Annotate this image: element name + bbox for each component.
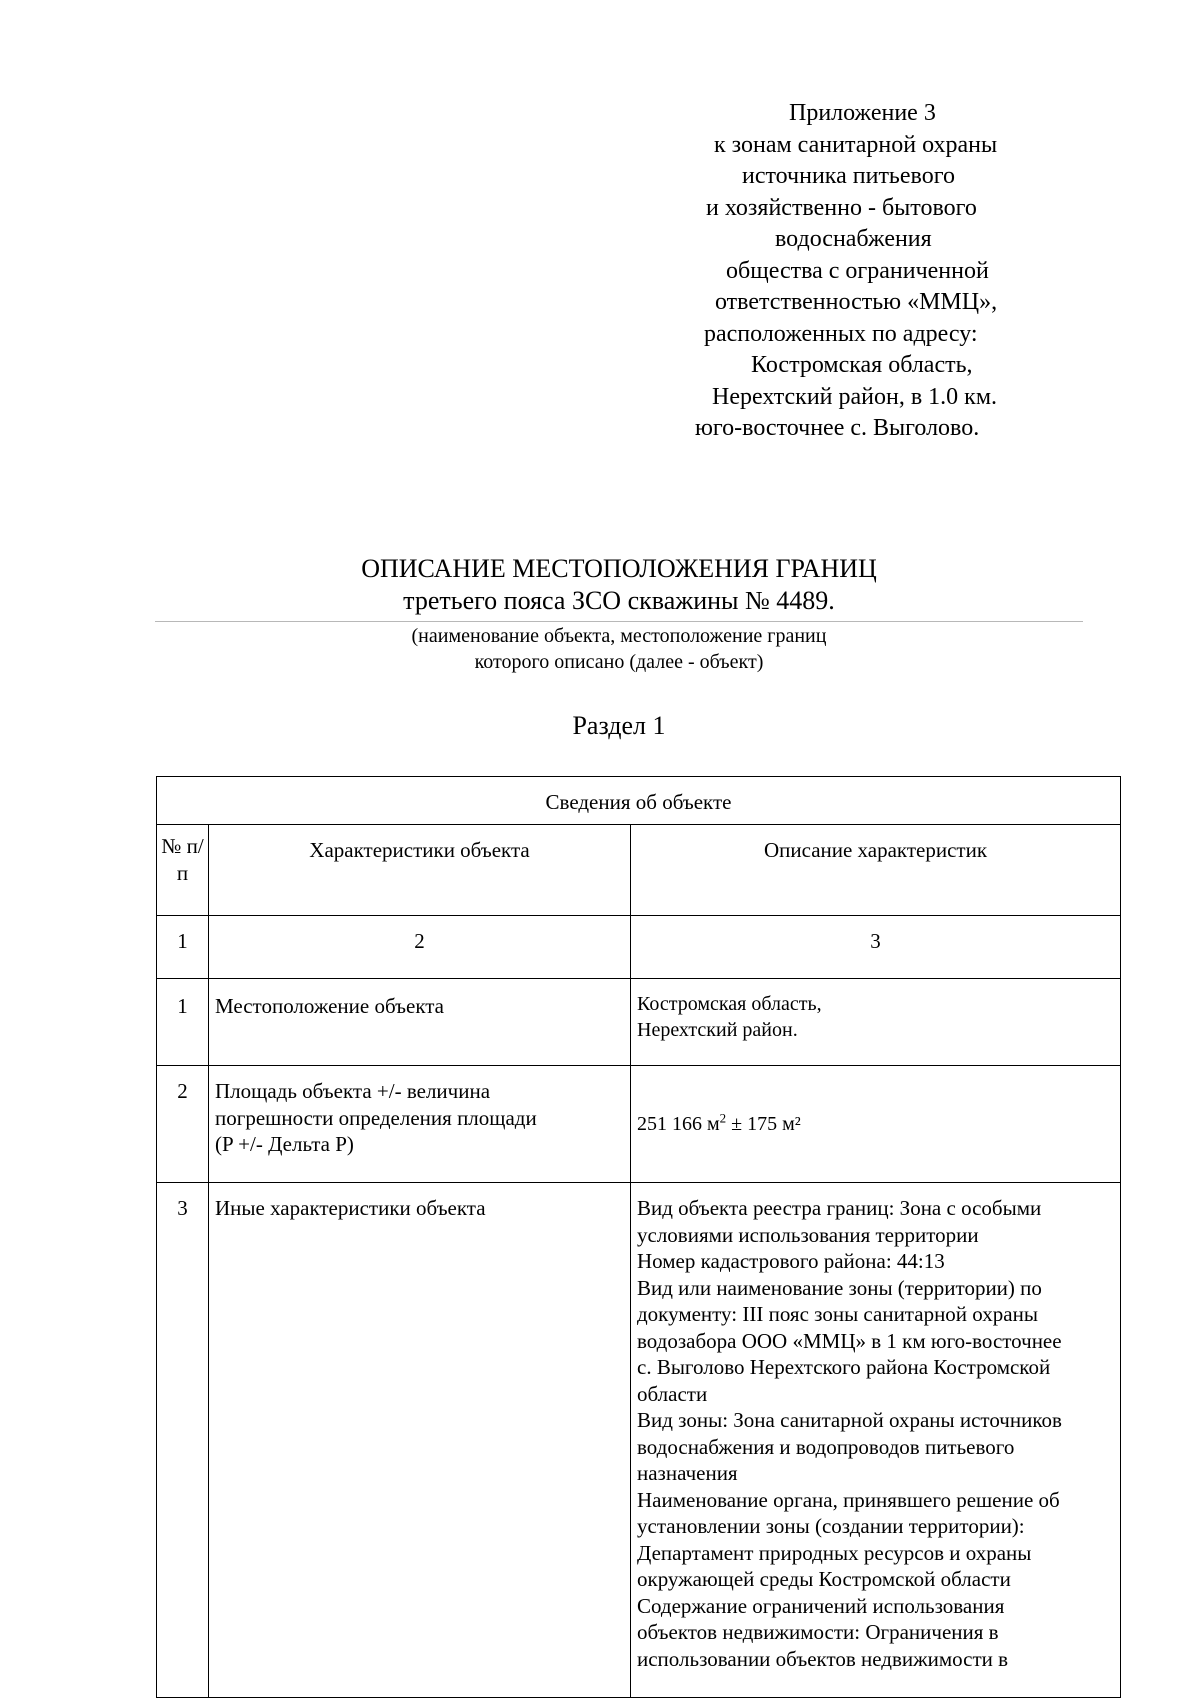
caption-line: которого описано (далее - объект): [474, 651, 764, 673]
appendix-line: общества с ограниченной: [726, 257, 989, 284]
description-line: Содержание ограничений использования: [637, 1593, 1005, 1618]
column-header-characteristic: Характеристики объекта: [209, 825, 631, 916]
row-description: [631, 979, 1121, 1066]
description-line: Номер кадастрового района: 44:13: [637, 1249, 945, 1273]
appendix-line: юго-восточнее с. Выголово.: [695, 415, 980, 441]
document-subtitle-line: третьего пояса ЗСО скважины № 4489.: [403, 586, 835, 615]
column-number: 3: [631, 916, 1121, 979]
description-line: водозабора ООО «ММЦ» в 1 км юго-восточнее: [637, 1328, 1062, 1353]
appendix-line: и хозяйственно - бытового: [706, 194, 977, 221]
description-line: окружающей среды Костромской области: [637, 1567, 1011, 1591]
table-row: [157, 1183, 1121, 1698]
table-heading: Сведения об объекте: [157, 777, 1121, 825]
row-number: 1: [157, 979, 209, 1066]
description-line: документу: III пояс зоны санитарной охраны: [637, 1302, 1038, 1326]
column-header-description: Описание характеристик: [631, 825, 1121, 916]
column-number: 1: [157, 916, 209, 979]
document-title-line: ОПИСАНИЕ МЕСТОПОЛОЖЕНИЯ ГРАНИЦ: [361, 554, 877, 583]
description-line: Костромская область,: [637, 993, 822, 1015]
document-title: [155, 553, 1083, 617]
characteristic-line: (P +/- Дельта P): [215, 1132, 354, 1156]
description-line: установлении зоны (создании территории):: [637, 1514, 1025, 1538]
description-line: области: [637, 1381, 708, 1406]
description-line: Вид объекта реестра границ: Зона с особыми: [637, 1196, 1042, 1220]
appendix-line: к зонам санитарной охраны: [714, 131, 998, 158]
area-error: ± 175 м²: [726, 1113, 801, 1135]
description-line: водоснабжения и водопроводов питьевого: [637, 1434, 1015, 1459]
description-line: использовании объектов недвижимости в: [637, 1646, 1009, 1671]
description-line: Наименование органа, принявшего решение об: [637, 1487, 1060, 1512]
description-line: Вид зоны: Зона санитарной охраны источников: [637, 1408, 1062, 1432]
row-characteristic: Иные характеристики объекта: [209, 1183, 631, 1698]
description-line: Департамент природных ресурсов и охраны: [637, 1540, 1032, 1565]
object-info-table: [156, 776, 1121, 1698]
appendix-line: Костромская область,: [751, 352, 973, 378]
description-line: с. Выголово Нерехтского района Костромской: [637, 1355, 1051, 1379]
description-line: назначения: [637, 1461, 738, 1485]
appendix-line: Приложение 3: [789, 100, 936, 126]
description-line: Нерехтский район.: [637, 1019, 798, 1041]
row-characteristic: [209, 1066, 631, 1183]
appendix-line: источника питьевого: [742, 163, 955, 189]
title-underline: [155, 621, 1083, 622]
characteristic-line: Площадь объекта +/- величина: [215, 1079, 491, 1103]
appendix-line: Нерехтский район, в 1.0 км.: [712, 383, 998, 410]
description-line: объектов недвижимости: Ограничения в: [637, 1620, 999, 1644]
row-description: [631, 1183, 1121, 1698]
area-value: 251 166 м: [637, 1113, 720, 1135]
column-number: 2: [209, 916, 631, 979]
section-heading: Раздел 1: [572, 711, 666, 740]
row-number: 3: [157, 1183, 209, 1698]
column-header-number: № п/п: [157, 825, 209, 916]
table-number-row: [157, 916, 1121, 979]
appendix-line: ответственностью «ММЦ»,: [715, 289, 998, 315]
row-characteristic: Местоположение объекта: [209, 979, 631, 1066]
row-number: 2: [157, 1066, 209, 1183]
title-caption: [155, 623, 1083, 675]
appendix-block: [690, 98, 1090, 445]
appendix-line: водоснабжения: [775, 226, 932, 252]
description-line: условиями использования территории: [637, 1222, 979, 1247]
table-row: [157, 979, 1121, 1066]
description-line: Вид или наименование зоны (территории) по: [637, 1275, 1042, 1300]
row-area-value: [631, 1066, 1121, 1183]
characteristic-line: погрешности определения площади: [215, 1105, 537, 1130]
table-header-row: [157, 825, 1121, 916]
table-row: [157, 1066, 1121, 1183]
caption-line: (наименование объекта, местоположение границ: [411, 625, 827, 647]
table-heading-row: [157, 777, 1121, 825]
appendix-line: расположенных по адресу:: [704, 320, 978, 347]
area-unit-superscript: 2: [719, 1110, 727, 1126]
